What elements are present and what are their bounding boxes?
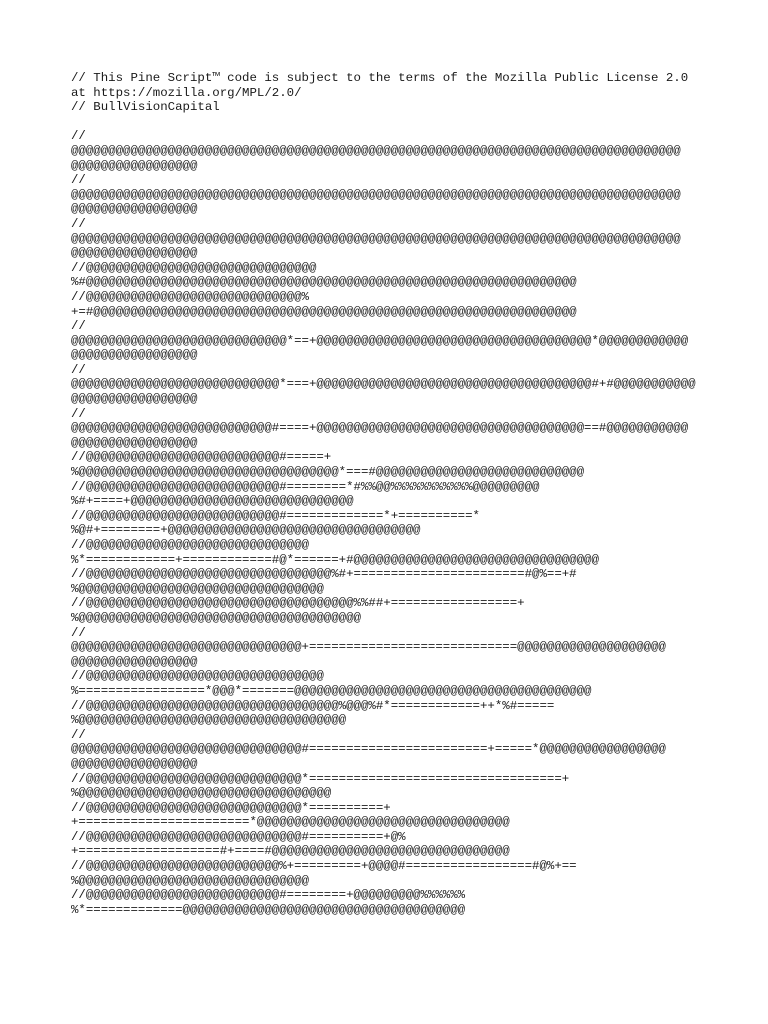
code-line: @@@@@@@@@@@@@@@@@ — [71, 158, 198, 173]
code-line: @@@@@@@@@@@@@@@@@@@@@@@@@@@@@@@+============================@@@@@@@@@@@@@@@@@@@@ — [71, 640, 666, 655]
code-line: // BullVisionCapital — [71, 100, 220, 115]
code-line: %@@@@@@@@@@@@@@@@@@@@@@@@@@@@@@@@@@@@@@ — [71, 610, 361, 625]
code-line: @@@@@@@@@@@@@@@@@ — [71, 756, 198, 771]
code-line: @@@@@@@@@@@@@@@@@ — [71, 348, 198, 363]
code-line: //@@@@@@@@@@@@@@@@@@@@@@@@@@@@@#==========+@% — [71, 829, 406, 844]
code-line: @@@@@@@@@@@@@@@@@@@@@@@@@@@@*===+@@@@@@@@@@@@@@@@@@@@@@@@@@@@@@@@@@@@@#+#@@@@@@@@@@@ — [71, 377, 696, 392]
code-line — [71, 115, 701, 130]
code-line: @@@@@@@@@@@@@@@@@@@@@@@@@@@@@*==+@@@@@@@@@@@@@@@@@@@@@@@@@@@@@@@@@@@@@*@@@@@@@@@@@@ — [71, 333, 689, 348]
code-line: @@@@@@@@@@@@@@@@@ — [71, 435, 198, 450]
code-line: at https://mozilla.org/MPL/2.0/ — [71, 85, 302, 100]
code-line: //@@@@@@@@@@@@@@@@@@@@@@@@@@@@@@@@ — [71, 669, 324, 684]
code-line: %*============+============#@*======+#@@@@@@@@@@@@@@@@@@@@@@@@@@@@@@@@@ — [71, 552, 599, 567]
code-line: @@@@@@@@@@@@@@@@@ — [71, 392, 198, 407]
code-line: %@@@@@@@@@@@@@@@@@@@@@@@@@@@@@@@ — [71, 873, 309, 888]
code-line: @@@@@@@@@@@@@@@@@@@@@@@@@@@@@@@@@@@@@@@@@@@@@@@@@@@@@@@@@@@@@@@@@@@@@@@@@@@@@@@@@@ — [71, 143, 681, 158]
code-line: //@@@@@@@@@@@@@@@@@@@@@@@@@@@@@*==================================+ — [71, 771, 570, 786]
code-line: +===================#+====#@@@@@@@@@@@@@@@@@@@@@@@@@@@@@@@@ — [71, 844, 510, 859]
code-line: //@@@@@@@@@@@@@@@@@@@@@@@@@@#========*#%%@@%%%%%%%%%%%@@@@@@@@@ — [71, 479, 540, 494]
code-line: //@@@@@@@@@@@@@@@@@@@@@@@@@@@@@@ — [71, 538, 309, 552]
code-line: //@@@@@@@@@@@@@@@@@@@@@@@@@@@@@@@@@@@@%%##+=================+ — [71, 596, 525, 611]
code-line: @@@@@@@@@@@@@@@@@@@@@@@@@@@@@@@@@@@@@@@@@@@@@@@@@@@@@@@@@@@@@@@@@@@@@@@@@@@@@@@@@@ — [71, 231, 681, 246]
code-line: %#+====+@@@@@@@@@@@@@@@@@@@@@@@@@@@@@@ — [71, 494, 354, 509]
code-line: //@@@@@@@@@@@@@@@@@@@@@@@@@@#=====+ — [71, 450, 332, 465]
code-line: +=#@@@@@@@@@@@@@@@@@@@@@@@@@@@@@@@@@@@@@@@@@@@@@@@@@@@@@@@@@@@@@@@@@ — [71, 304, 577, 319]
code-line: //@@@@@@@@@@@@@@@@@@@@@@@@@@#========+@@@@@@@@@%%%%%% — [71, 888, 466, 903]
code-line: //@@@@@@@@@@@@@@@@@@@@@@@@@@@@@@@@@%#+=======================#@%==+# — [71, 567, 577, 582]
pine-script-code-block — [71, 71, 701, 917]
code-line: //@@@@@@@@@@@@@@@@@@@@@@@@@@@@@@@@@@%@@@%#*============++*%#===== — [71, 698, 555, 713]
code-line: @@@@@@@@@@@@@@@@@@@@@@@@@@@@@@@@@@@@@@@@@@@@@@@@@@@@@@@@@@@@@@@@@@@@@@@@@@@@@@@@@@ — [71, 187, 681, 202]
code-line: //@@@@@@@@@@@@@@@@@@@@@@@@@@@@@*==========+ — [71, 800, 391, 815]
code-line: // — [71, 129, 86, 144]
code-line: %@@@@@@@@@@@@@@@@@@@@@@@@@@@@@@@@@@@*===#@@@@@@@@@@@@@@@@@@@@@@@@@@@@ — [71, 465, 585, 480]
code-line: %*=============@@@@@@@@@@@@@@@@@@@@@@@@@@@@@@@@@@@@@@ — [71, 902, 466, 917]
code-line: %@@@@@@@@@@@@@@@@@@@@@@@@@@@@@@@@@@ — [71, 786, 332, 801]
code-line: @@@@@@@@@@@@@@@@@@@@@@@@@@@@@@@#========================+=====*@@@@@@@@@@@@@@@@@ — [71, 742, 666, 757]
code-line: // — [71, 727, 86, 742]
code-line: // — [71, 319, 86, 334]
code-line: %@@@@@@@@@@@@@@@@@@@@@@@@@@@@@@@@@@@@ — [71, 713, 347, 728]
code-line: // — [71, 362, 86, 377]
code-line: @@@@@@@@@@@@@@@@@ — [71, 654, 198, 669]
code-line: %@@@@@@@@@@@@@@@@@@@@@@@@@@@@@@@@@ — [71, 581, 324, 596]
code-line: // — [71, 406, 86, 421]
code-line: // This Pine Script™ code is subject to the terms of the Mozilla Public License 2.0 — [71, 71, 689, 85]
code-line: //@@@@@@@@@@@@@@@@@@@@@@@@@@#=============*+==========* — [71, 508, 480, 523]
code-line: // — [71, 625, 86, 640]
code-line: //@@@@@@@@@@@@@@@@@@@@@@@@@@%+=========+@@@@#=================#@%+== — [71, 859, 577, 874]
code-line: @@@@@@@@@@@@@@@@@ — [71, 246, 198, 261]
code-line: @@@@@@@@@@@@@@@@@@@@@@@@@@@#====+@@@@@@@@@@@@@@@@@@@@@@@@@@@@@@@@@@@@==#@@@@@@@@@@@ — [71, 421, 689, 436]
code-line: %=================*@@@*=======@@@@@@@@@@@@@@@@@@@@@@@@@@@@@@@@@@@@@@@@ — [71, 683, 592, 698]
code-line: //@@@@@@@@@@@@@@@@@@@@@@@@@@@@@% — [71, 289, 309, 304]
code-line: // — [71, 173, 86, 188]
code-line: +=======================*@@@@@@@@@@@@@@@@@@@@@@@@@@@@@@@@@@ — [71, 815, 510, 830]
code-line: @@@@@@@@@@@@@@@@@ — [71, 202, 198, 217]
code-line: %#@@@@@@@@@@@@@@@@@@@@@@@@@@@@@@@@@@@@@@@@@@@@@@@@@@@@@@@@@@@@@@@@@@ — [71, 275, 577, 290]
code-line: %@#+========+@@@@@@@@@@@@@@@@@@@@@@@@@@@@@@@@@@ — [71, 523, 421, 538]
code-line: //@@@@@@@@@@@@@@@@@@@@@@@@@@@@@@@ — [71, 260, 317, 275]
code-line: // — [71, 216, 86, 231]
